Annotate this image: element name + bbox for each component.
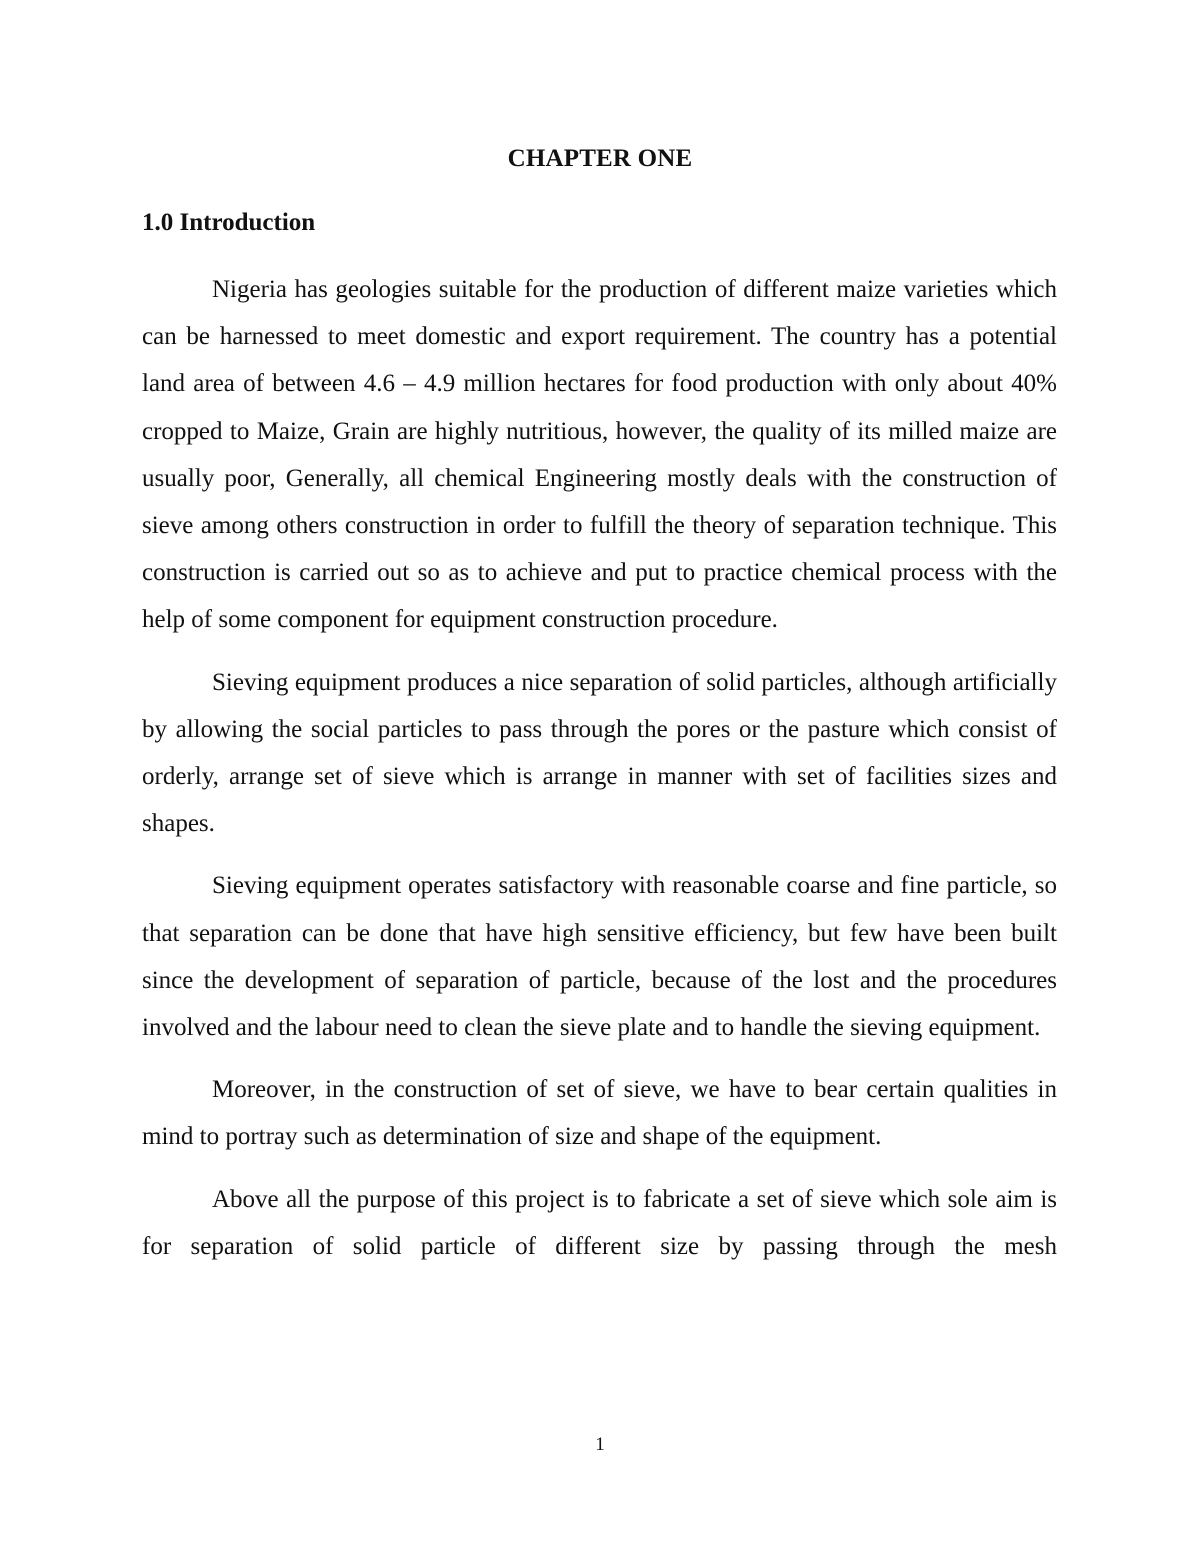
paragraph: Sieving equipment produces a nice separation of solid particles, although artificially by allowing the social particles to pass through the pores or the pasture which consist of orderly, arrange set of sieve which is arrange in manner with set of facilities sizes and shapes. — [142, 668, 1057, 838]
page-number: 1 — [595, 1434, 605, 1455]
section-heading: 1.0 Introduction — [142, 209, 316, 236]
paragraph: Nigeria has geologies suitable for the production of different maize varieties which can be harnessed to meet domestic and export requirement. The country has a potential land area of between 4.6 – 4.9 million hectares for food production with only about 40% cropped to Maize, Grain are highly nutritious, however, the quality of its milled maize are usually poor, Generally, all chemical Engineering mostly deals with the construction of sieve among others construction in order to fulfill the theory of separation technique. This construction is carried out so as to achieve and put to practice chemical process with the help of some component for equipment construction procedure. — [142, 276, 1057, 634]
paragraph: Above all the purpose of this project is to fabricate a set of sieve which sole aim is for separation of solid particle of different size by passing through the mesh — [142, 1185, 1057, 1260]
chapter-title: CHAPTER ONE — [507, 145, 693, 172]
paragraph: Moreover, in the construction of set of sieve, we have to bear certain qualities in mind to portray such as determination of size and shape of the equipment. — [142, 1076, 1057, 1151]
document-body — [142, 266, 1057, 1285]
paragraph: Sieving equipment operates satisfactory with reasonable coarse and fine particle, so that separation can be done that have high sensitive efficiency, but few have been built since the development of separation of particle, because of the lost and the procedures involved and the labour need to clean the sieve plate and to handle the sieving equipment. — [142, 872, 1057, 1042]
